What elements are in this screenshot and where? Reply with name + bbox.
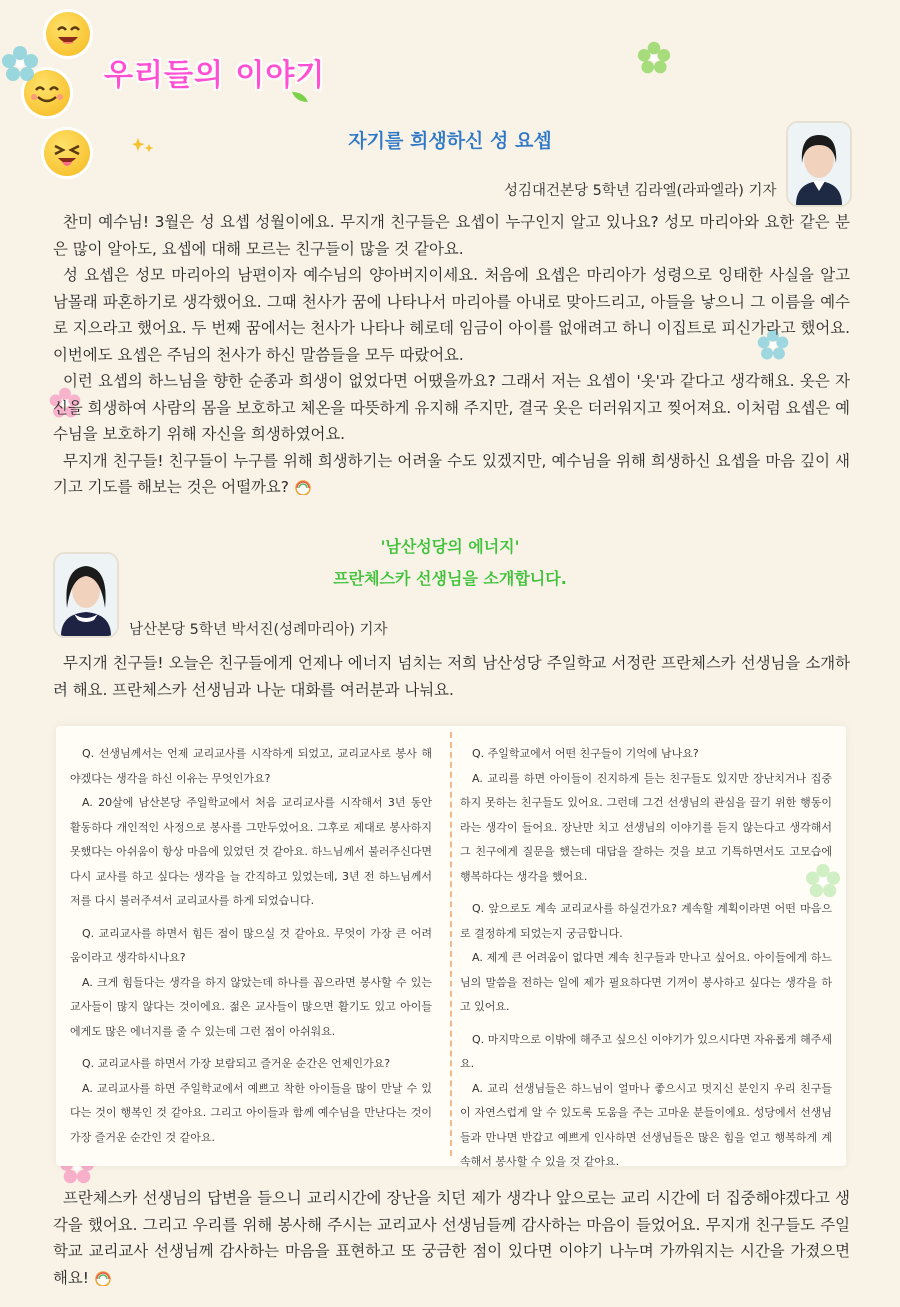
paragraph: 무지개 친구들! 오늘은 친구들에게 언제나 에너지 넘치는 저희 남산성당 주일학교 서정란 프란체스카 선생님을 소개하려 해요. 프란체스카 선생님과 나눈 대화를 여러분과 나눠요. (53, 654, 850, 699)
article2-title-line1: '남산성당의 에너지' (380, 537, 520, 556)
leaf-icon (290, 90, 310, 104)
question: Q. 마지막으로 이밖에 해주고 싶으신 이야기가 있으시다면 자유롭게 해주세요. (460, 1032, 832, 1070)
smiley-face-icon (46, 12, 90, 56)
paragraph-text: 무지개 친구들! 친구들이 누구를 위해 희생하기는 어려울 수도 있겠지만, 예수님을 위해 희생하신 요셉을 마음 깊이 새기고 기도를 해보는 것은 어떨까요? (53, 451, 850, 496)
answer: A. 교리 선생님들은 하느님이 얼마나 좋으시고 멋지신 분인지 우리 친구들이 자연스럽게 알 수 있도록 도움을 주는 고마운 분들이에요. 성당에서 선생님들과 만나면 반갑고 예쁘게 인사하면 선생님들은 많은 힘을 얻고 행복하게 계속해서 봉사할 수 있을 것 같아요. (460, 1081, 832, 1168)
question: Q. 주일학교에서 어떤 친구들이 기억에 남나요? (472, 747, 699, 760)
interview-right-column (460, 742, 832, 1175)
rainbow-logo-icon (293, 479, 313, 495)
question: Q. 앞으로도 계속 교리교사를 하실건가요? 계속할 계획이라면 어떤 마음으로 결정하게 되었는지 궁금합니다. (460, 902, 832, 940)
interview-left-column (70, 742, 432, 1150)
question: Q. 교리교사를 하면서 가장 보람되고 즐거운 순간은 언제인가요? (82, 1057, 391, 1070)
paragraph: 이런 요셉의 하느님을 향한 순종과 희생이 없었다면 어땠을까요? 그래서 저는 요셉이 '옷'과 같다고 생각해요. 옷은 자신을 희생하여 사람의 몸을 보호하고 체온을 따뜻하게 유지해 주지만, 결국 옷은 더러워지고 찢어져요. 이처럼 요셉은 예수님을 보호하기 위해 자신을 희생하였어요. (53, 372, 850, 443)
article1-byline: 성김대건본당 5학년 김라엘(라파엘라) 기자 (504, 183, 777, 199)
column-divider (450, 732, 452, 1156)
article2-byline: 남산본당 5학년 박서진(성례마리아) 기자 (129, 622, 388, 638)
article1-title: 자기를 희생하신 성 요셉 (348, 130, 552, 152)
paragraph (53, 1185, 850, 1291)
answer: A. 교리교사를 하면 주일학교에서 예쁘고 착한 아이들을 많이 만날 수 있다는 것이 행복인 것 같아요. 그리고 아이들과 함께 예수님을 만난다는 것이 가장 즐거운 순간인 것 같아요. (70, 1081, 432, 1144)
paragraph: 성 요셉은 성모 마리아의 남편이자 예수님의 양아버지이세요. 처음에 요셉은 마리아가 성령으로 잉태한 사실을 알고 남몰래 파혼하기로 생각했어요. 그때 천사가 꿈에 나타나서 마리아를 아내로 맞아드리고, 아들을 낳으니 그 이름을 예수로 지으라고 했어요. 두 번째 꿈에서는 천사가 나타나 헤로데 임금이 아이를 없애려고 하니 이집트로 피신가라고 했어요. 이번에도 요셉은 주님의 천사가 하신 말씀들을 모두 따랐어요. (53, 266, 850, 364)
question: Q. 교리교사를 하면서 힘든 점이 많으실 것 같아요. 무엇이 가장 큰 어려움이라고 생각하시나요? (70, 926, 432, 964)
article2-intro (53, 650, 850, 703)
page-title: 우리들의 이야기 (104, 58, 326, 93)
paragraph (53, 448, 850, 501)
answer: A. 제게 큰 어려움이 없다면 계속 친구들과 만나고 싶어요. 아이들에게 하느님의 말씀을 전하는 일에 제가 필요하다면 기꺼이 봉사하고 싶다는 생각을 하고 있어요. (460, 951, 832, 1013)
flower-icon (636, 40, 672, 76)
answer: A. 교리를 하면 아이들이 진지하게 듣는 친구들도 있지만 장난치거나 집중하지 못하는 친구들도 있어요. 그런데 그건 선생님의 관심을 끌기 위한 행동이라는 생각이 들어요. 장난만 치고 선생님의 이야기를 듣지 않는다고 생각해서 그 친구에게 질문을 했는데 대답을 잘하는 것을 보고 기특하면서도 고모습에 행복하다는 생각을 했어요. (460, 771, 832, 883)
flower-icon (0, 44, 40, 84)
answer: A. 20살에 남산본당 주일학교에서 처음 교리교사를 시작해서 3년 동안 활동하다 개인적인 사정으로 봉사를 그만두었어요. 그후로 제대로 봉사하지 못했다는 아쉬움이 항상 마음에 있었던 것 같아요. 하느님께서 불러주신다면 다시 교사를 하고 싶다는 생각을 늘 간직하고 있었는데, 3년 전 하느님께서 저를 다시 불러주셔서 교리교사를 하게 되었습니다. (70, 796, 432, 907)
sparkle-icon (132, 136, 156, 156)
interview-box (56, 726, 846, 1166)
article1-body (53, 209, 850, 501)
article2-closing (53, 1185, 850, 1291)
paragraph-text: 프란체스카 선생님의 답변을 들으니 교리시간에 장난을 치던 제가 생각나 앞으로는 교리 시간에 더 집중해야겠다고 생각을 했어요. 그리고 우리를 위해 봉사해 주시는 교리교사 선생님들께 감사하는 마음이 들었어요. 무지개 친구들도 주일학교 교리교사 선생님께 감사하는 마음을 표현하고 또 궁금한 점이 있다면 이야기 나누며 가까워지는 시간을 가졌으면 해요! (53, 1189, 850, 1287)
reporter-photo (786, 121, 852, 207)
flower-icon (804, 862, 842, 900)
reporter-photo (53, 552, 119, 638)
answer: A. 크게 힘들다는 생각을 하지 않았는데 하나를 꼽으라면 봉사할 수 있는 교사들이 많지 않다는 것이에요. 젊은 교사들이 많으면 활기도 있고 아이들에게도 많은 에너지를 줄 수 있는데 그런 점이 아쉬워요. (70, 975, 432, 1038)
article2-title-line2: 프란체스카 선생님을 소개합니다. (333, 569, 567, 588)
rainbow-logo-icon (93, 1270, 113, 1286)
paragraph: 찬미 예수님! 3월은 성 요셉 성월이에요. 무지개 친구들은 요셉이 누구인지 알고 있나요? 성모 마리아와 요한 같은 분은 많이 알아도, 요셉에 대해 모르는 친구들이 많을 것 같아요. (53, 213, 850, 258)
question: Q. 선생님께서는 언제 교리교사를 시작하게 되었고, 교리교사로 봉사 해야겠다는 생각을 하신 이유는 무엇인가요? (70, 747, 432, 785)
smiley-tongue-icon (44, 130, 90, 176)
